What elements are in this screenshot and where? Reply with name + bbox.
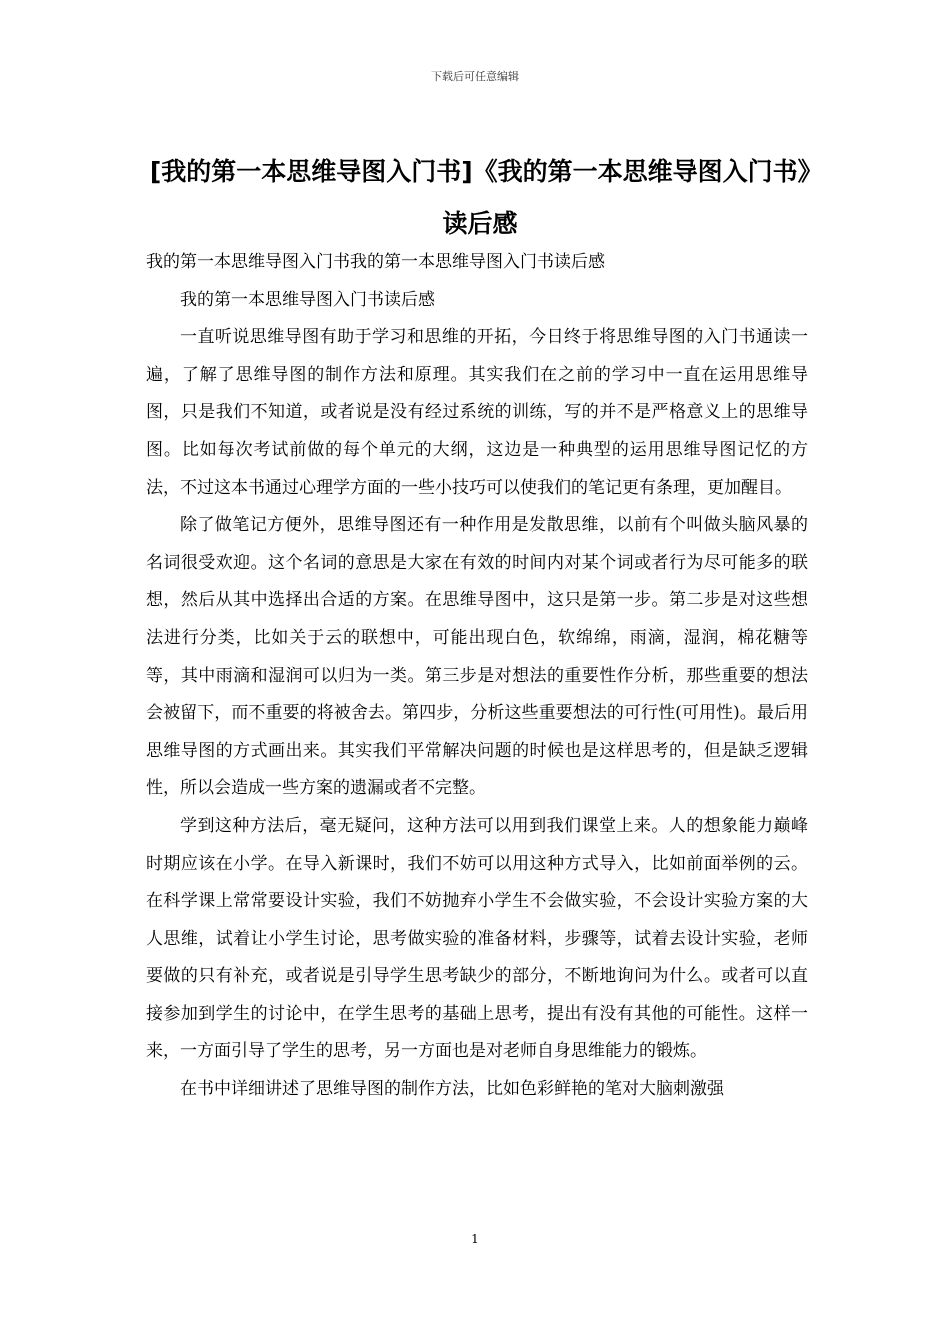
document-title: [我的第一本思维导图入门书]《我的第一本思维导图入门书》读后感: [149, 157, 811, 238]
page-header-note: 下载后可任意编辑: [431, 70, 519, 83]
body-paragraph-1: 我的第一本思维导图入门书我的第一本思维导图入门书读后感: [146, 252, 605, 272]
body-paragraph-3: 一直听说思维导图有助于学习和思维的开拓，今日终于将思维导图的入门书通读一遍，了解了思维导图的制作方法和原理。其实我们在之前的学习中一直在运用思维导图，只是我们不知道，或者说是没有经过系统的训练，写的并不是严格意义上的思维导图。比如每次考试前做的每个单元的大纲，这边是一种典型的运用思维导图记忆的方法，不过这本书通过心理学方面的一些小技巧可以使我们的笔记更有条理，更加醒目。: [146, 327, 808, 498]
page-number: 1: [471, 1232, 479, 1246]
body-paragraph-5: 学到这种方法后，毫无疑问，这种方法可以用到我们课堂上来。人的想象能力巅峰时期应该在小学。在导入新课时，我们不妨可以用这种方式导入，比如前面举例的云。在科学课上常常要设计实验，我们不妨抛弃小学生不会做实验，不会设计实验方案的大人思维，试着让小学生讨论，思考做实验的准备材料，步骤等，试着去设计实验，老师要做的只有补充，或者说是引导学生思考缺少的部分，不断地询问为什么。或者可以直接参加到学生的讨论中，在学生思考的基础上思考，提出有没有其他的可能性。这样一来，一方面引导了学生的思考，另一方面也是对老师自身思维能力的锻炼。: [146, 815, 808, 1062]
body-paragraph-4: 除了做笔记方便外，思维导图还有一种作用是发散思维，以前有个叫做头脑风暴的名词很受欢迎。这个名词的意思是大家在有效的时间内对某个词或者行为尽可能多的联想，然后从其中选择出合适的方案。在思维导图中，这只是第一步。第二步是对这些想法进行分类，比如关于云的联想中，可能出现白色，软绵绵，雨滴，湿润，棉花糖等等，其中雨滴和湿润可以归为一类。第三步是对想法的重要性作分析，那些重要的想法会被留下，而不重要的将被舍去。第四步，分析这些重要想法的可行性(可用性)。最后用思维导图的方式画出来。其实我们平常解决问题的时候也是这样思考的，但是缺乏逻辑性，所以会造成一些方案的遗漏或者不完整。: [146, 515, 808, 799]
body-paragraph-6: 在书中详细讲述了思维导图的制作方法，比如色彩鲜艳的笔对大脑刺激强: [180, 1079, 724, 1100]
body-paragraph-2: 我的第一本思维导图入门书读后感: [180, 289, 435, 310]
document-body: [146, 244, 808, 1109]
